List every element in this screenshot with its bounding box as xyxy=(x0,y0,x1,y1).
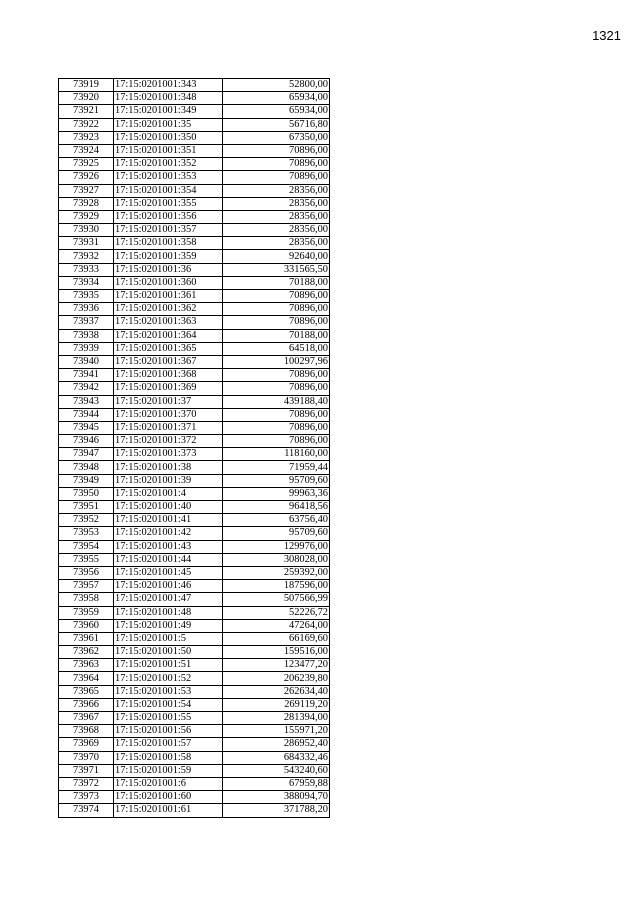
table-row xyxy=(59,672,330,685)
row-index: 73932 xyxy=(59,250,114,263)
cadastral-value: 70188,00 xyxy=(223,329,330,342)
table-row xyxy=(59,606,330,619)
cadastral-number: 17:15:0201001:47 xyxy=(114,593,223,606)
table-row xyxy=(59,553,330,566)
row-index: 73963 xyxy=(59,659,114,672)
cadastral-value: 96418,56 xyxy=(223,501,330,514)
cadastral-number: 17:15:0201001:362 xyxy=(114,303,223,316)
table-row xyxy=(59,566,330,579)
row-index: 73942 xyxy=(59,382,114,395)
cadastral-value: 286952,40 xyxy=(223,738,330,751)
cadastral-value: 308028,00 xyxy=(223,553,330,566)
cadastral-value: 70896,00 xyxy=(223,158,330,171)
row-index: 73961 xyxy=(59,632,114,645)
cadastral-value: 52800,00 xyxy=(223,79,330,92)
table-row xyxy=(59,237,330,250)
cadastral-number: 17:15:0201001:355 xyxy=(114,197,223,210)
row-index: 73920 xyxy=(59,92,114,105)
cadastral-number: 17:15:0201001:368 xyxy=(114,369,223,382)
cadastral-number: 17:15:0201001:371 xyxy=(114,421,223,434)
table-row xyxy=(59,474,330,487)
cadastral-number: 17:15:0201001:353 xyxy=(114,171,223,184)
cadastral-value: 92640,00 xyxy=(223,250,330,263)
row-index: 73962 xyxy=(59,646,114,659)
cadastral-number: 17:15:0201001:350 xyxy=(114,131,223,144)
cadastral-number: 17:15:0201001:45 xyxy=(114,566,223,579)
row-index: 73938 xyxy=(59,329,114,342)
table-row xyxy=(59,514,330,527)
row-index: 73960 xyxy=(59,619,114,632)
page-number: 1321 xyxy=(592,28,621,43)
cadastral-number: 17:15:0201001:50 xyxy=(114,646,223,659)
table-row xyxy=(59,131,330,144)
row-index: 73965 xyxy=(59,685,114,698)
cadastral-number: 17:15:0201001:40 xyxy=(114,501,223,514)
cadastral-value: 684332,46 xyxy=(223,751,330,764)
cadastral-value: 70896,00 xyxy=(223,290,330,303)
table-row xyxy=(59,184,330,197)
cadastral-value: 70896,00 xyxy=(223,171,330,184)
cadastral-value: 70896,00 xyxy=(223,382,330,395)
table-row xyxy=(59,501,330,514)
cadastral-value: 28356,00 xyxy=(223,184,330,197)
row-index: 73926 xyxy=(59,171,114,184)
cadastral-value: 66169,60 xyxy=(223,632,330,645)
cadastral-number: 17:15:0201001:351 xyxy=(114,144,223,157)
table-row xyxy=(59,290,330,303)
cadastral-number: 17:15:0201001:39 xyxy=(114,474,223,487)
row-index: 73933 xyxy=(59,263,114,276)
table-row xyxy=(59,263,330,276)
row-index: 73966 xyxy=(59,698,114,711)
cadastral-value: 262634,40 xyxy=(223,685,330,698)
table-row xyxy=(59,540,330,553)
table-row xyxy=(59,659,330,672)
row-index: 73936 xyxy=(59,303,114,316)
row-index: 73974 xyxy=(59,804,114,817)
cadastral-value: 269119,20 xyxy=(223,698,330,711)
table-row xyxy=(59,448,330,461)
cadastral-value: 47264,00 xyxy=(223,619,330,632)
table-row xyxy=(59,646,330,659)
cadastral-number: 17:15:0201001:348 xyxy=(114,92,223,105)
table-row xyxy=(59,355,330,368)
cadastral-value: 65934,00 xyxy=(223,105,330,118)
table-row xyxy=(59,144,330,157)
cadastre-value-table xyxy=(58,78,330,818)
cadastral-value: 543240,60 xyxy=(223,764,330,777)
cadastral-value: 281394,00 xyxy=(223,712,330,725)
cadastral-number: 17:15:0201001:364 xyxy=(114,329,223,342)
cadastral-number: 17:15:0201001:52 xyxy=(114,672,223,685)
row-index: 73955 xyxy=(59,553,114,566)
table-row xyxy=(59,369,330,382)
row-index: 73940 xyxy=(59,355,114,368)
cadastral-value: 56716,80 xyxy=(223,118,330,131)
row-index: 73973 xyxy=(59,791,114,804)
cadastral-value: 70896,00 xyxy=(223,144,330,157)
cadastral-number: 17:15:0201001:54 xyxy=(114,698,223,711)
table-row xyxy=(59,791,330,804)
cadastral-number: 17:15:0201001:59 xyxy=(114,764,223,777)
cadastral-value: 123477,20 xyxy=(223,659,330,672)
row-index: 73945 xyxy=(59,421,114,434)
cadastral-number: 17:15:0201001:43 xyxy=(114,540,223,553)
cadastral-value: 206239,80 xyxy=(223,672,330,685)
table-row xyxy=(59,593,330,606)
table-row xyxy=(59,725,330,738)
cadastral-number: 17:15:0201001:4 xyxy=(114,487,223,500)
cadastral-number: 17:15:0201001:6 xyxy=(114,777,223,790)
cadastral-number: 17:15:0201001:58 xyxy=(114,751,223,764)
cadastral-value: 95709,60 xyxy=(223,527,330,540)
table-row xyxy=(59,487,330,500)
table-row xyxy=(59,751,330,764)
cadastral-number: 17:15:0201001:48 xyxy=(114,606,223,619)
row-index: 73944 xyxy=(59,408,114,421)
table-row xyxy=(59,527,330,540)
cadastral-value: 95709,60 xyxy=(223,474,330,487)
table-row xyxy=(59,685,330,698)
table-row xyxy=(59,382,330,395)
cadastral-value: 70896,00 xyxy=(223,435,330,448)
cadastral-number: 17:15:0201001:61 xyxy=(114,804,223,817)
table-row xyxy=(59,92,330,105)
cadastral-value: 28356,00 xyxy=(223,197,330,210)
cadastral-number: 17:15:0201001:49 xyxy=(114,619,223,632)
cadastral-value: 28356,00 xyxy=(223,224,330,237)
cadastral-value: 67959,88 xyxy=(223,777,330,790)
table-row xyxy=(59,329,330,342)
cadastral-value: 155971,20 xyxy=(223,725,330,738)
cadastral-number: 17:15:0201001:56 xyxy=(114,725,223,738)
row-index: 73935 xyxy=(59,290,114,303)
cadastral-number: 17:15:0201001:349 xyxy=(114,105,223,118)
cadastral-number: 17:15:0201001:5 xyxy=(114,632,223,645)
row-index: 73968 xyxy=(59,725,114,738)
row-index: 73967 xyxy=(59,712,114,725)
cadastral-number: 17:15:0201001:343 xyxy=(114,79,223,92)
cadastral-value: 71959,44 xyxy=(223,461,330,474)
cadastral-number: 17:15:0201001:370 xyxy=(114,408,223,421)
row-index: 73925 xyxy=(59,158,114,171)
row-index: 73919 xyxy=(59,79,114,92)
row-index: 73941 xyxy=(59,369,114,382)
cadastral-number: 17:15:0201001:37 xyxy=(114,395,223,408)
cadastral-number: 17:15:0201001:373 xyxy=(114,448,223,461)
row-index: 73922 xyxy=(59,118,114,131)
cadastral-number: 17:15:0201001:361 xyxy=(114,290,223,303)
row-index: 73947 xyxy=(59,448,114,461)
cadastral-value: 70896,00 xyxy=(223,369,330,382)
row-index: 73931 xyxy=(59,237,114,250)
cadastral-number: 17:15:0201001:357 xyxy=(114,224,223,237)
table-row xyxy=(59,224,330,237)
row-index: 73937 xyxy=(59,316,114,329)
row-index: 73958 xyxy=(59,593,114,606)
row-index: 73952 xyxy=(59,514,114,527)
cadastral-number: 17:15:0201001:363 xyxy=(114,316,223,329)
cadastral-value: 65934,00 xyxy=(223,92,330,105)
cadastral-number: 17:15:0201001:42 xyxy=(114,527,223,540)
row-index: 73948 xyxy=(59,461,114,474)
cadastral-value: 371788,20 xyxy=(223,804,330,817)
cadastral-value: 129976,00 xyxy=(223,540,330,553)
row-index: 73950 xyxy=(59,487,114,500)
table-row xyxy=(59,698,330,711)
cadastral-value: 70896,00 xyxy=(223,303,330,316)
cadastral-number: 17:15:0201001:36 xyxy=(114,263,223,276)
table-row xyxy=(59,118,330,131)
row-index: 73930 xyxy=(59,224,114,237)
row-index: 73924 xyxy=(59,144,114,157)
cadastral-value: 99963,36 xyxy=(223,487,330,500)
cadastral-value: 118160,00 xyxy=(223,448,330,461)
table-row xyxy=(59,408,330,421)
table-row xyxy=(59,738,330,751)
cadastral-value: 388094,70 xyxy=(223,791,330,804)
row-index: 73957 xyxy=(59,580,114,593)
row-index: 73921 xyxy=(59,105,114,118)
table-row xyxy=(59,79,330,92)
row-index: 73971 xyxy=(59,764,114,777)
row-index: 73928 xyxy=(59,197,114,210)
cadastral-number: 17:15:0201001:46 xyxy=(114,580,223,593)
table-row xyxy=(59,197,330,210)
table-row xyxy=(59,804,330,817)
table-row xyxy=(59,342,330,355)
row-index: 73951 xyxy=(59,501,114,514)
table-row xyxy=(59,303,330,316)
table-row xyxy=(59,777,330,790)
cadastral-value: 64518,00 xyxy=(223,342,330,355)
row-index: 73927 xyxy=(59,184,114,197)
table-row xyxy=(59,580,330,593)
row-index: 73934 xyxy=(59,276,114,289)
row-index: 73954 xyxy=(59,540,114,553)
cadastral-value: 187596,00 xyxy=(223,580,330,593)
cadastral-number: 17:15:0201001:44 xyxy=(114,553,223,566)
cadastral-value: 67350,00 xyxy=(223,131,330,144)
cadastral-value: 331565,50 xyxy=(223,263,330,276)
cadastral-value: 70188,00 xyxy=(223,276,330,289)
row-index: 73956 xyxy=(59,566,114,579)
row-index: 73939 xyxy=(59,342,114,355)
cadastral-number: 17:15:0201001:358 xyxy=(114,237,223,250)
cadastral-value: 63756,40 xyxy=(223,514,330,527)
table-row xyxy=(59,461,330,474)
cadastral-number: 17:15:0201001:53 xyxy=(114,685,223,698)
row-index: 73923 xyxy=(59,131,114,144)
table-row xyxy=(59,421,330,434)
row-index: 73964 xyxy=(59,672,114,685)
cadastral-number: 17:15:0201001:354 xyxy=(114,184,223,197)
cadastral-number: 17:15:0201001:352 xyxy=(114,158,223,171)
cadastral-number: 17:15:0201001:356 xyxy=(114,210,223,223)
table-row xyxy=(59,171,330,184)
table-row xyxy=(59,276,330,289)
table-row xyxy=(59,316,330,329)
table-row xyxy=(59,619,330,632)
cadastral-value: 52226,72 xyxy=(223,606,330,619)
cadastral-number: 17:15:0201001:372 xyxy=(114,435,223,448)
table-row xyxy=(59,712,330,725)
cadastral-value: 70896,00 xyxy=(223,316,330,329)
table-row xyxy=(59,158,330,171)
cadastral-number: 17:15:0201001:51 xyxy=(114,659,223,672)
cadastral-number: 17:15:0201001:359 xyxy=(114,250,223,263)
row-index: 73949 xyxy=(59,474,114,487)
cadastral-number: 17:15:0201001:360 xyxy=(114,276,223,289)
table-row xyxy=(59,632,330,645)
cadastral-number: 17:15:0201001:369 xyxy=(114,382,223,395)
cadastral-number: 17:15:0201001:367 xyxy=(114,355,223,368)
cadastral-value: 439188,40 xyxy=(223,395,330,408)
row-index: 73959 xyxy=(59,606,114,619)
row-index: 73943 xyxy=(59,395,114,408)
table-body xyxy=(59,79,330,818)
row-index: 73969 xyxy=(59,738,114,751)
row-index: 73972 xyxy=(59,777,114,790)
cadastral-number: 17:15:0201001:365 xyxy=(114,342,223,355)
row-index: 73946 xyxy=(59,435,114,448)
cadastral-value: 507566,99 xyxy=(223,593,330,606)
cadastral-number: 17:15:0201001:41 xyxy=(114,514,223,527)
cadastral-number: 17:15:0201001:55 xyxy=(114,712,223,725)
table-row xyxy=(59,105,330,118)
cadastral-value: 28356,00 xyxy=(223,210,330,223)
table-row xyxy=(59,764,330,777)
cadastral-value: 70896,00 xyxy=(223,408,330,421)
table-row xyxy=(59,435,330,448)
row-index: 73929 xyxy=(59,210,114,223)
cadastral-value: 100297,96 xyxy=(223,355,330,368)
table-row xyxy=(59,210,330,223)
cadastral-number: 17:15:0201001:60 xyxy=(114,791,223,804)
row-index: 73970 xyxy=(59,751,114,764)
cadastral-value: 259392,00 xyxy=(223,566,330,579)
table-row xyxy=(59,395,330,408)
cadastral-number: 17:15:0201001:57 xyxy=(114,738,223,751)
cadastral-value: 28356,00 xyxy=(223,237,330,250)
cadastral-number: 17:15:0201001:35 xyxy=(114,118,223,131)
cadastral-value: 159516,00 xyxy=(223,646,330,659)
cadastral-value: 70896,00 xyxy=(223,421,330,434)
table-row xyxy=(59,250,330,263)
row-index: 73953 xyxy=(59,527,114,540)
cadastral-number: 17:15:0201001:38 xyxy=(114,461,223,474)
